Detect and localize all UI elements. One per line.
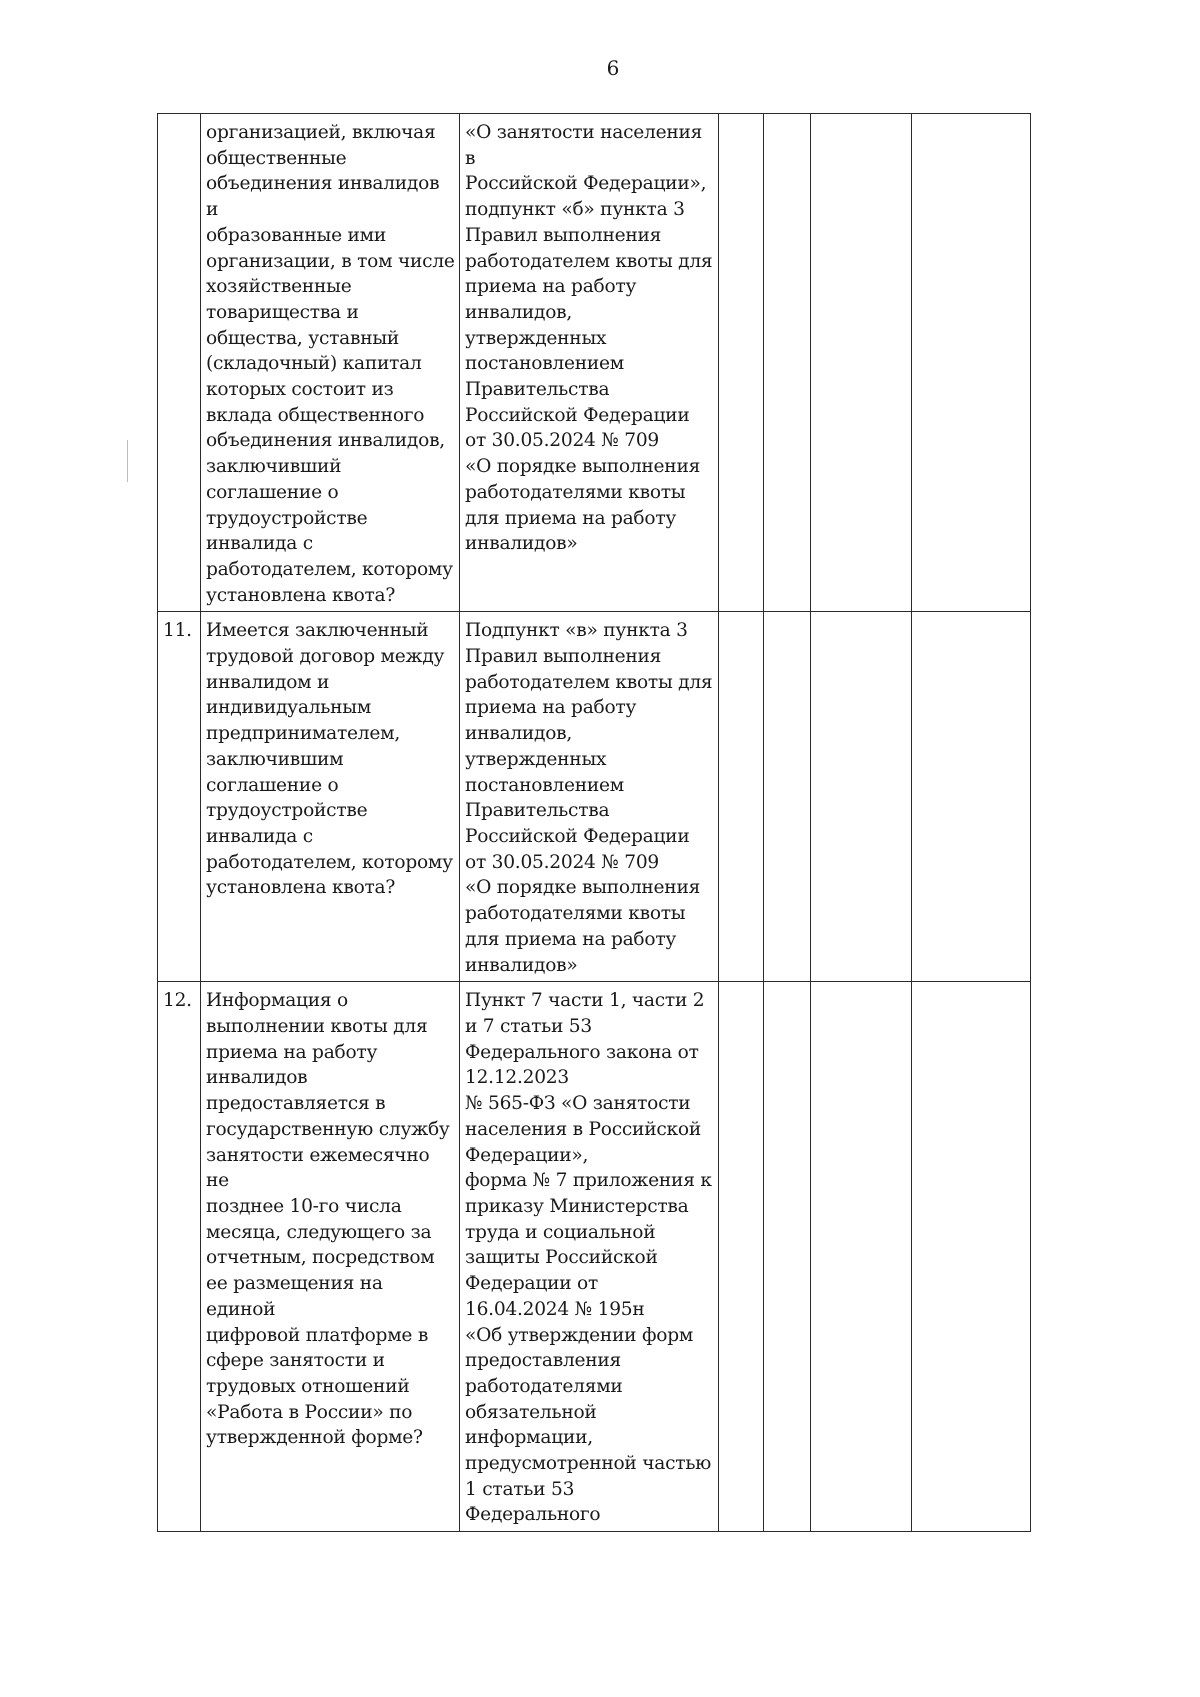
notes-cell[interactable] — [912, 982, 1031, 1532]
answer-no-cell[interactable] — [764, 612, 811, 982]
answer-no-cell[interactable] — [764, 982, 811, 1532]
table-row — [158, 982, 1031, 1532]
notes-cell[interactable] — [912, 612, 1031, 982]
notes-cell[interactable] — [912, 114, 1031, 612]
answer-yes-cell[interactable] — [719, 612, 764, 982]
question-cell: Имеется заключенный трудовой договор между инвалидом и индивидуальным предпринимателем, заключившим соглашение о трудоустройстве инвалида с работодателем, которому установлена квота? — [201, 612, 460, 982]
page-number: 6 — [606, 56, 620, 80]
table-row — [158, 114, 1031, 612]
table-row — [158, 612, 1031, 982]
answer-not-applicable-cell[interactable] — [811, 612, 912, 982]
answer-yes-cell[interactable] — [719, 982, 764, 1532]
legal-reference-cell: «О занятости населения в Российской Федерации», подпункт «б» пункта 3 Правил выполнения работодателем квоты для приема на работу инвалидов, утвержденных постановлением Правительства Российской Федерации от 30.05.2024 № 709 «О порядке выполнения работодателями квоты для приема на работу инвалидов» — [460, 114, 719, 612]
question-cell: Информация о выполнении квоты для приема на работу инвалидов предоставляется в государственную службу занятости ежемесячно не позднее 10-го числа месяца, следующего за отчетным, посредством ее размещения на единой цифровой платформе в сфере занятости и трудовых отношений «Работа в России» по утвержденной форме? — [201, 982, 460, 1532]
answer-yes-cell[interactable] — [719, 114, 764, 612]
row-number-cell: 12. — [158, 982, 201, 1532]
legal-reference-cell: Пункт 7 части 1, части 2 и 7 статьи 53 Федерального закона от 12.12.2023 № 565-ФЗ «О занятости населения в Российской Федерации», форма № 7 приложения к приказу Министерства труда и социальной защиты Российской Федерации от 16.04.2024 № 195н «Об утверждении форм предоставления работодателями обязательной информации, предусмотренной частью 1 статьи 53 Федерального — [460, 982, 719, 1532]
scan-margin-mark — [127, 440, 128, 482]
answer-no-cell[interactable] — [764, 114, 811, 612]
row-number-cell — [158, 114, 201, 612]
answer-not-applicable-cell[interactable] — [811, 982, 912, 1532]
question-cell: организацией, включая общественные объединения инвалидов и образованные ими организации, в том числе хозяйственные товарищества и общества, уставный (складочный) капитал которых состоит из вклада общественного объединения инвалидов, заключивший соглашение о трудоустройстве инвалида с работодателем, которому установлена квота? — [201, 114, 460, 612]
answer-not-applicable-cell[interactable] — [811, 114, 912, 612]
legal-reference-cell: Подпункт «в» пункта 3 Правил выполнения работодателем квоты для приема на работу инвалидов, утвержденных постановлением Правительства Российской Федерации от 30.05.2024 № 709 «О порядке выполнения работодателями квоты для приема на работу инвалидов» — [460, 612, 719, 982]
row-number-cell: 11. — [158, 612, 201, 982]
checklist-table — [157, 113, 1031, 1532]
